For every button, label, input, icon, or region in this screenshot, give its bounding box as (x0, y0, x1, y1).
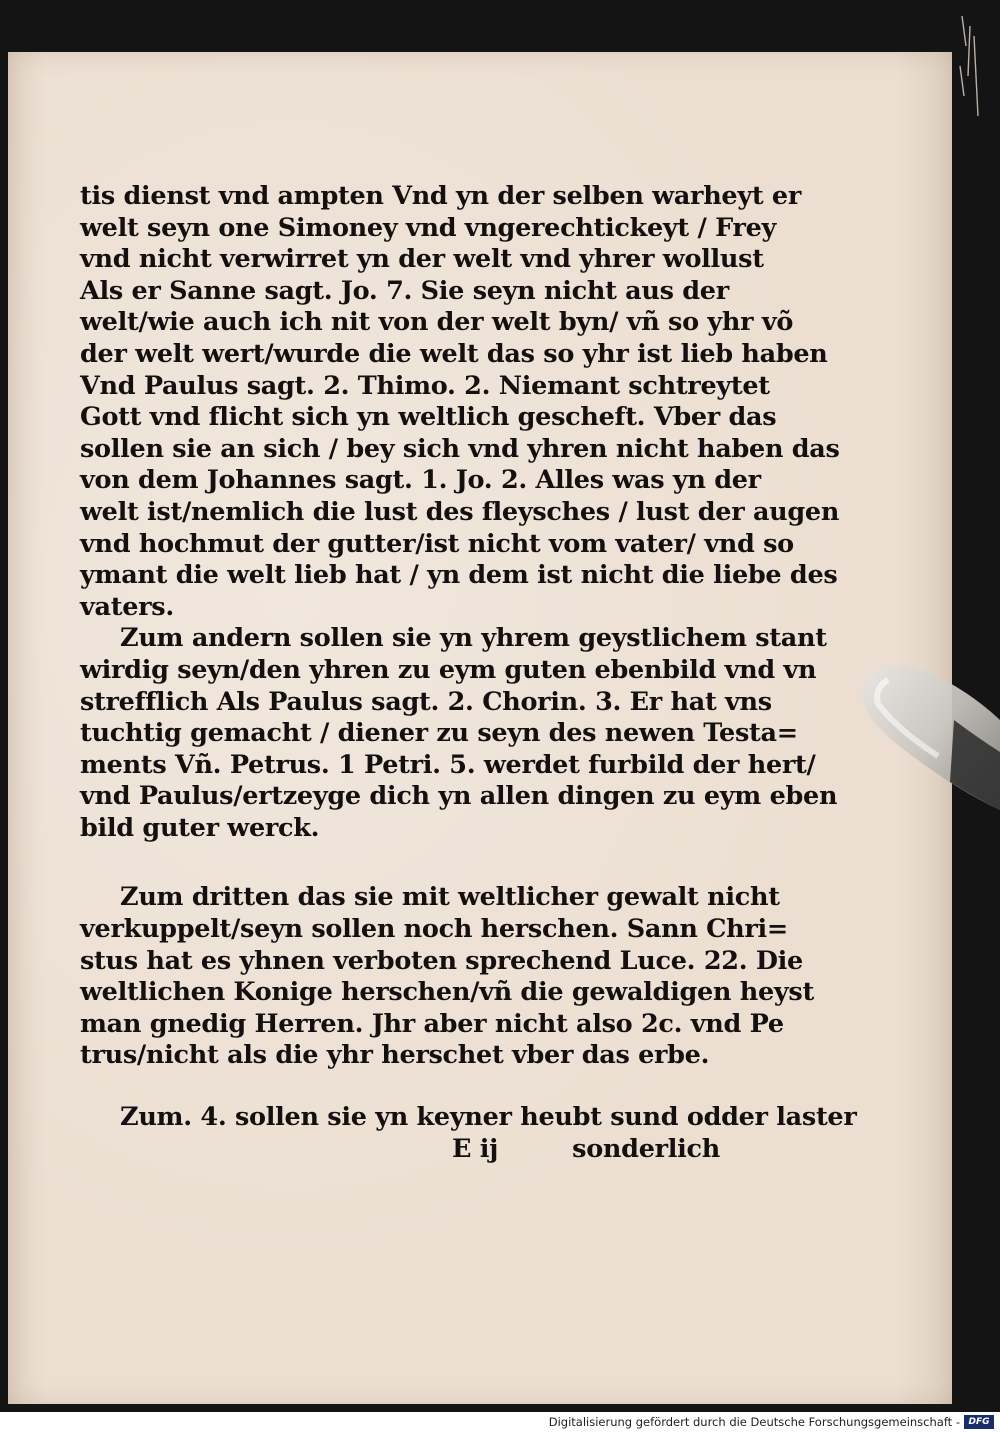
text-line: Zum andern sollen sie yn yhrem geystlichem stant (120, 623, 827, 654)
paragraph-block-3 (80, 1102, 857, 1134)
text-line: von dem Johannes sagt. 1. Jo. 2. Alles was yn der (80, 465, 761, 496)
text-line: trus/nicht als die yhr herschet vber das erbe. (80, 1040, 710, 1071)
text-line: welt seyn one Simoney vnd vngerechtickeyt / Frey (80, 212, 777, 243)
text-line: welt ist/nemlich die lust des fleysches / lust der augen (80, 496, 840, 527)
text-line: verkuppelt/seyn sollen noch herschen. Sann Chri= (80, 914, 788, 945)
paragraph-gap (80, 1072, 720, 1102)
text-line: weltlichen Konige herschen/vñ die gewaldigen heyst (80, 977, 814, 1008)
text-line: sollen sie an sich / bey sich vnd yhren nicht haben das (80, 433, 840, 464)
footer-bar (0, 1412, 1000, 1433)
text-line: stus hat es yhnen verboten sprechend Luce. 22. Die (80, 945, 803, 976)
glass-weight-clip (858, 660, 1000, 810)
page-text (80, 181, 857, 1165)
text-line: vnd hochmut der gutter/ist nicht vom vater/ vnd so (80, 528, 794, 559)
text-line: Zum. 4. sollen sie yn keyner heubt sund odder laster (120, 1102, 857, 1133)
text-line: Gott vnd flicht sich yn weltlich gescheft. Vber das (80, 402, 777, 433)
text-line: wirdig seyn/den yhren zu eym guten ebenbild vnd vn (80, 654, 817, 685)
text-line: vnd nicht verwirret yn der welt vnd yhrer wollust (80, 244, 764, 275)
text-line: Als er Sanne sagt. Jo. 7. Sie seyn nicht aus der (80, 275, 729, 306)
text-line: man gnedig Herren. Jhr aber nicht also 2c. vnd Pe (80, 1008, 784, 1039)
catchword: sonderlich (572, 1133, 720, 1164)
paragraph-block-1 (80, 181, 840, 844)
digitization-credit: Digitalisierung gefördert durch die Deutsche Forschungsgemeinschaft - (548, 1415, 960, 1429)
text-line: strefflich Als Paulus sagt. 2. Chorin. 3. Er hat vns (80, 686, 772, 717)
text-line: ments Vñ. Petrus. 1 Petri. 5. werdet furbild der hert/ (80, 749, 816, 780)
text-line: tis dienst vnd ampten Vnd yn der selben warheyt er (80, 181, 801, 211)
text-line: tuchtig gemacht / diener zu seyn des newen Testa= (80, 718, 798, 749)
margin-marks (952, 6, 992, 146)
paragraph-gap (80, 844, 720, 882)
text-line: welt/wie auch ich nit von der welt byn/ vñ so yhr võ (80, 307, 794, 338)
paragraph-block-2 (80, 882, 814, 1072)
text-line: der welt wert/wurde die welt das so yhr ist lieb haben (80, 338, 828, 369)
text-line: vaters. (80, 591, 174, 622)
text-line: vnd Paulus/ertzeyge dich yn allen dingen zu eym eben (80, 781, 838, 812)
text-line: Zum dritten das sie mit weltlicher gewalt nicht (120, 882, 780, 913)
text-line: bild guter werck. (80, 812, 320, 843)
signature-mark: E ij (452, 1133, 499, 1164)
dfg-logo: DFG (964, 1415, 994, 1429)
text-line: ymant die welt lieb hat / yn dem ist nicht die liebe des (80, 560, 838, 591)
text-line: Vnd Paulus sagt. 2. Thimo. 2. Niemant schtreytet (80, 370, 770, 401)
catchline (80, 1134, 720, 1166)
